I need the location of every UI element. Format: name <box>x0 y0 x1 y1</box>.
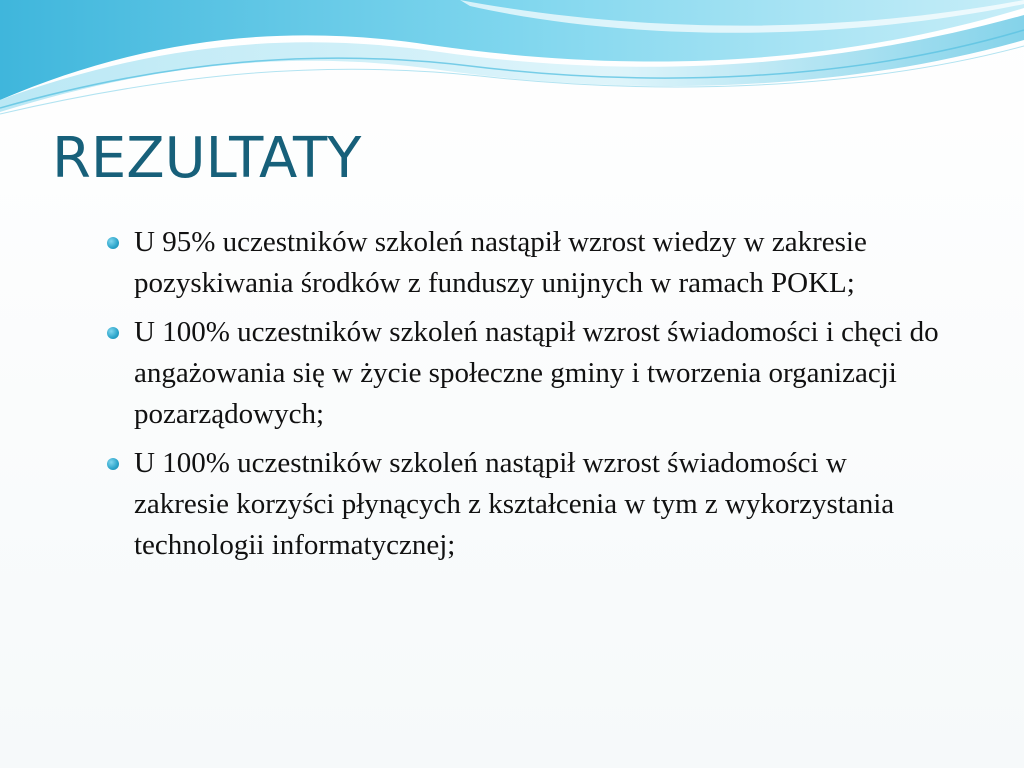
list-item <box>104 222 944 304</box>
bullet-text: U 100% uczestników szkoleń nastąpił wzrost świadomości w zakresie korzyści płynących z kształcenia w tym z wykorzystania technologii informatycznej; <box>134 447 895 561</box>
bullet-dot-icon <box>107 327 119 339</box>
header-wave-decoration <box>0 0 1024 120</box>
slide-title: REZULTATY <box>52 126 362 191</box>
bullet-dot-icon <box>107 458 119 470</box>
list-item <box>104 312 944 435</box>
bullet-list <box>104 222 944 574</box>
bullet-dot-icon <box>107 237 119 249</box>
bullet-text: U 100% uczestników szkoleń nastąpił wzrost świadomości i chęci do angażowania się w życie społeczne gminy i tworzenia organizacji pozarządowych; <box>134 316 939 430</box>
bullet-text: U 95% uczestników szkoleń nastąpił wzrost wiedzy w zakresie pozyskiwania środków z funduszy unijnych w ramach POKL; <box>134 226 867 299</box>
list-item <box>104 443 944 566</box>
